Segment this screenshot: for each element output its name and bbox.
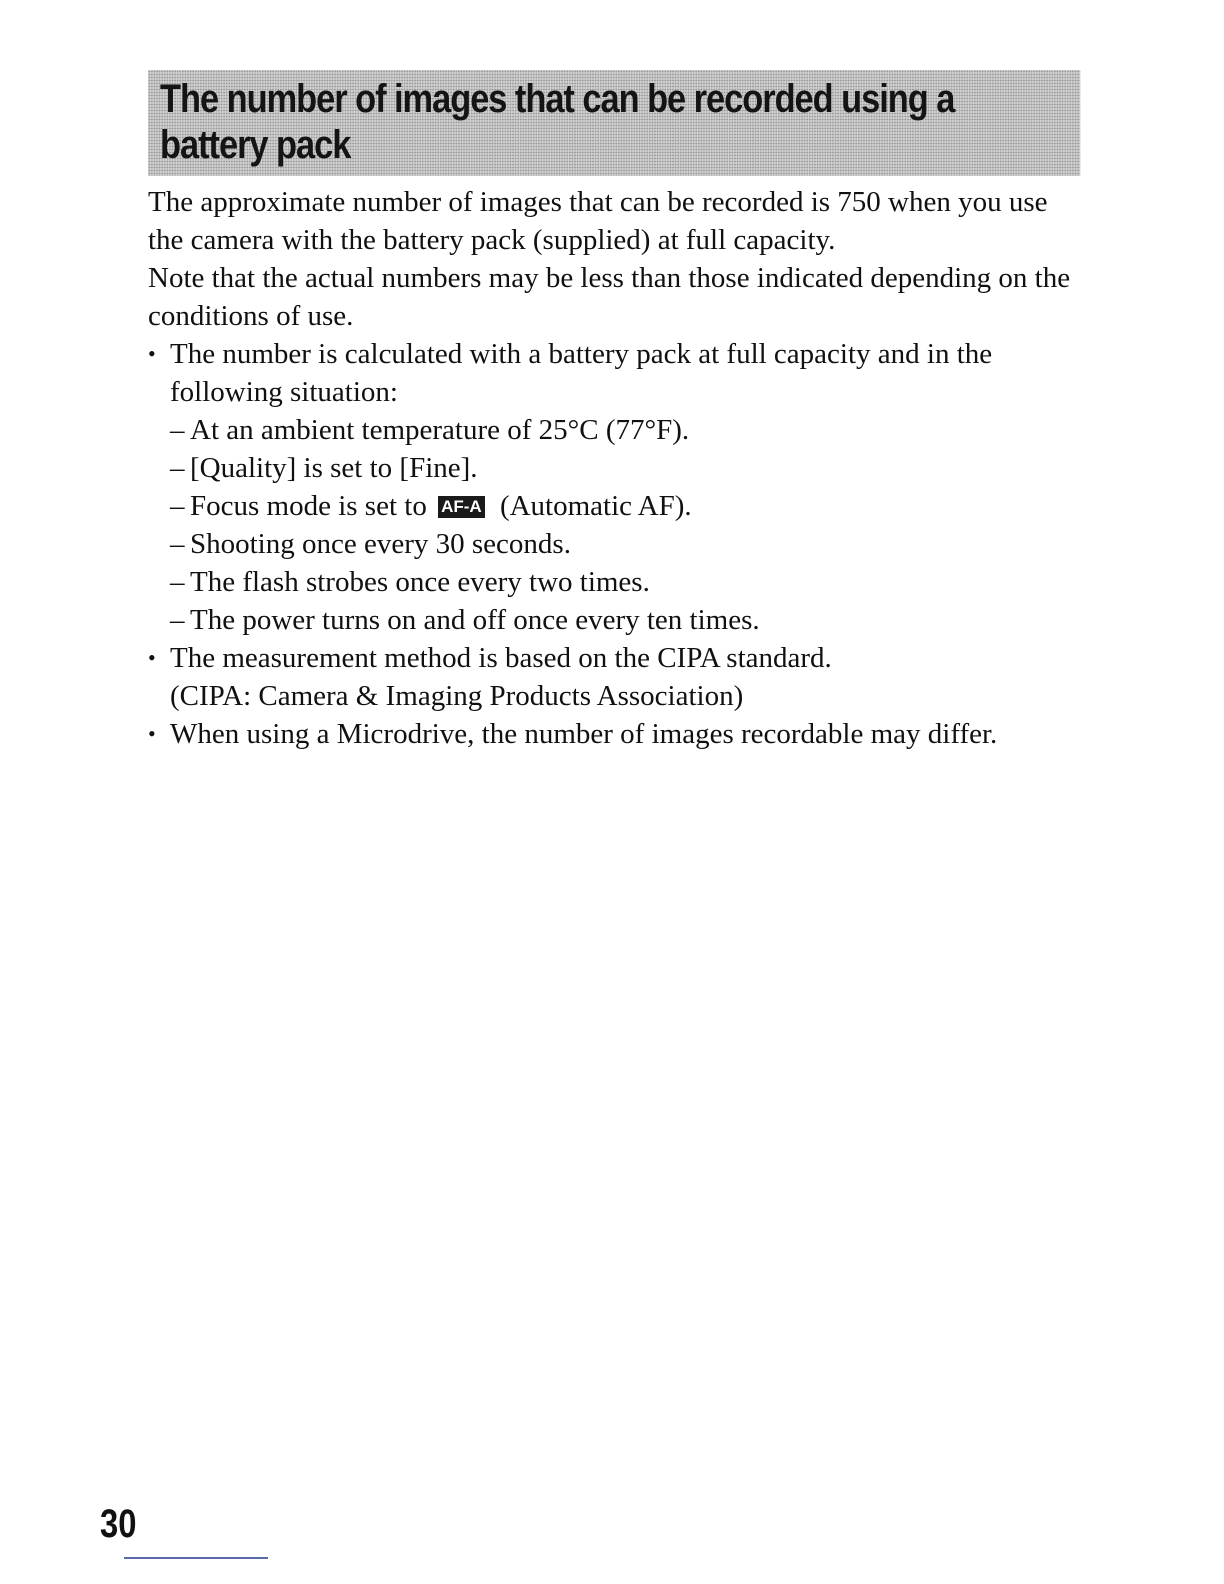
dash-marker: – [170, 604, 185, 636]
intro-paragraph-1: The approximate number of images that can be recorded is 750 when you use the camera with the battery pack (supplied) at full capacity. [148, 186, 1048, 256]
dash-marker: – [170, 452, 185, 484]
condition-item [170, 525, 1088, 563]
dash-marker: – [170, 490, 185, 522]
condition-item [170, 487, 1088, 525]
bullet-text: The measurement method is based on the CIPA standard. [170, 642, 832, 674]
condition-text: Shooting once every 30 seconds. [190, 528, 571, 560]
bullet-list [148, 335, 1088, 753]
dash-marker: – [170, 566, 185, 598]
page-number-rule [124, 1557, 268, 1559]
bullet-text: When using a Microdrive, the number of images recordable may differ. [170, 718, 998, 750]
page-number: 30 [100, 1502, 137, 1546]
bullet-note: (CIPA: Camera & Imaging Products Association) [170, 680, 744, 712]
section-heading [148, 70, 1080, 176]
condition-text: At an ambient temperature of 25°C (77°F). [190, 414, 690, 446]
condition-text: [Quality] is set to [Fine]. [190, 452, 478, 484]
dash-marker: – [170, 414, 185, 446]
condition-item [170, 449, 1088, 487]
bullet-text: The number is calculated with a battery pack at full capacity and in the following situation: [170, 338, 993, 408]
condition-item [170, 601, 1088, 639]
bullet-dot-icon: • [148, 645, 156, 670]
dash-marker: – [170, 528, 185, 560]
condition-item [170, 411, 1088, 449]
conditions-list [170, 411, 1088, 639]
bullet-dot-icon: • [148, 341, 156, 366]
condition-text: The flash strobes once every two times. [190, 566, 650, 598]
condition-text: Focus mode is set to [190, 490, 427, 522]
af-a-icon: AF-A [438, 496, 485, 518]
page-body [148, 183, 1088, 753]
condition-text: The power turns on and off once every ten times. [190, 604, 760, 636]
intro-paragraph-2: Note that the actual numbers may be less than those indicated depending on the conditions of use. [148, 262, 1071, 332]
bullet-item [148, 715, 1088, 753]
bullet-item [148, 639, 1088, 715]
section-title: The number of images that can be recorded using a battery pack [160, 77, 955, 167]
bullet-dot-icon: • [148, 721, 156, 746]
bullet-item [148, 335, 1088, 639]
condition-item [170, 563, 1088, 601]
condition-text-suffix: (Automatic AF). [499, 490, 692, 522]
